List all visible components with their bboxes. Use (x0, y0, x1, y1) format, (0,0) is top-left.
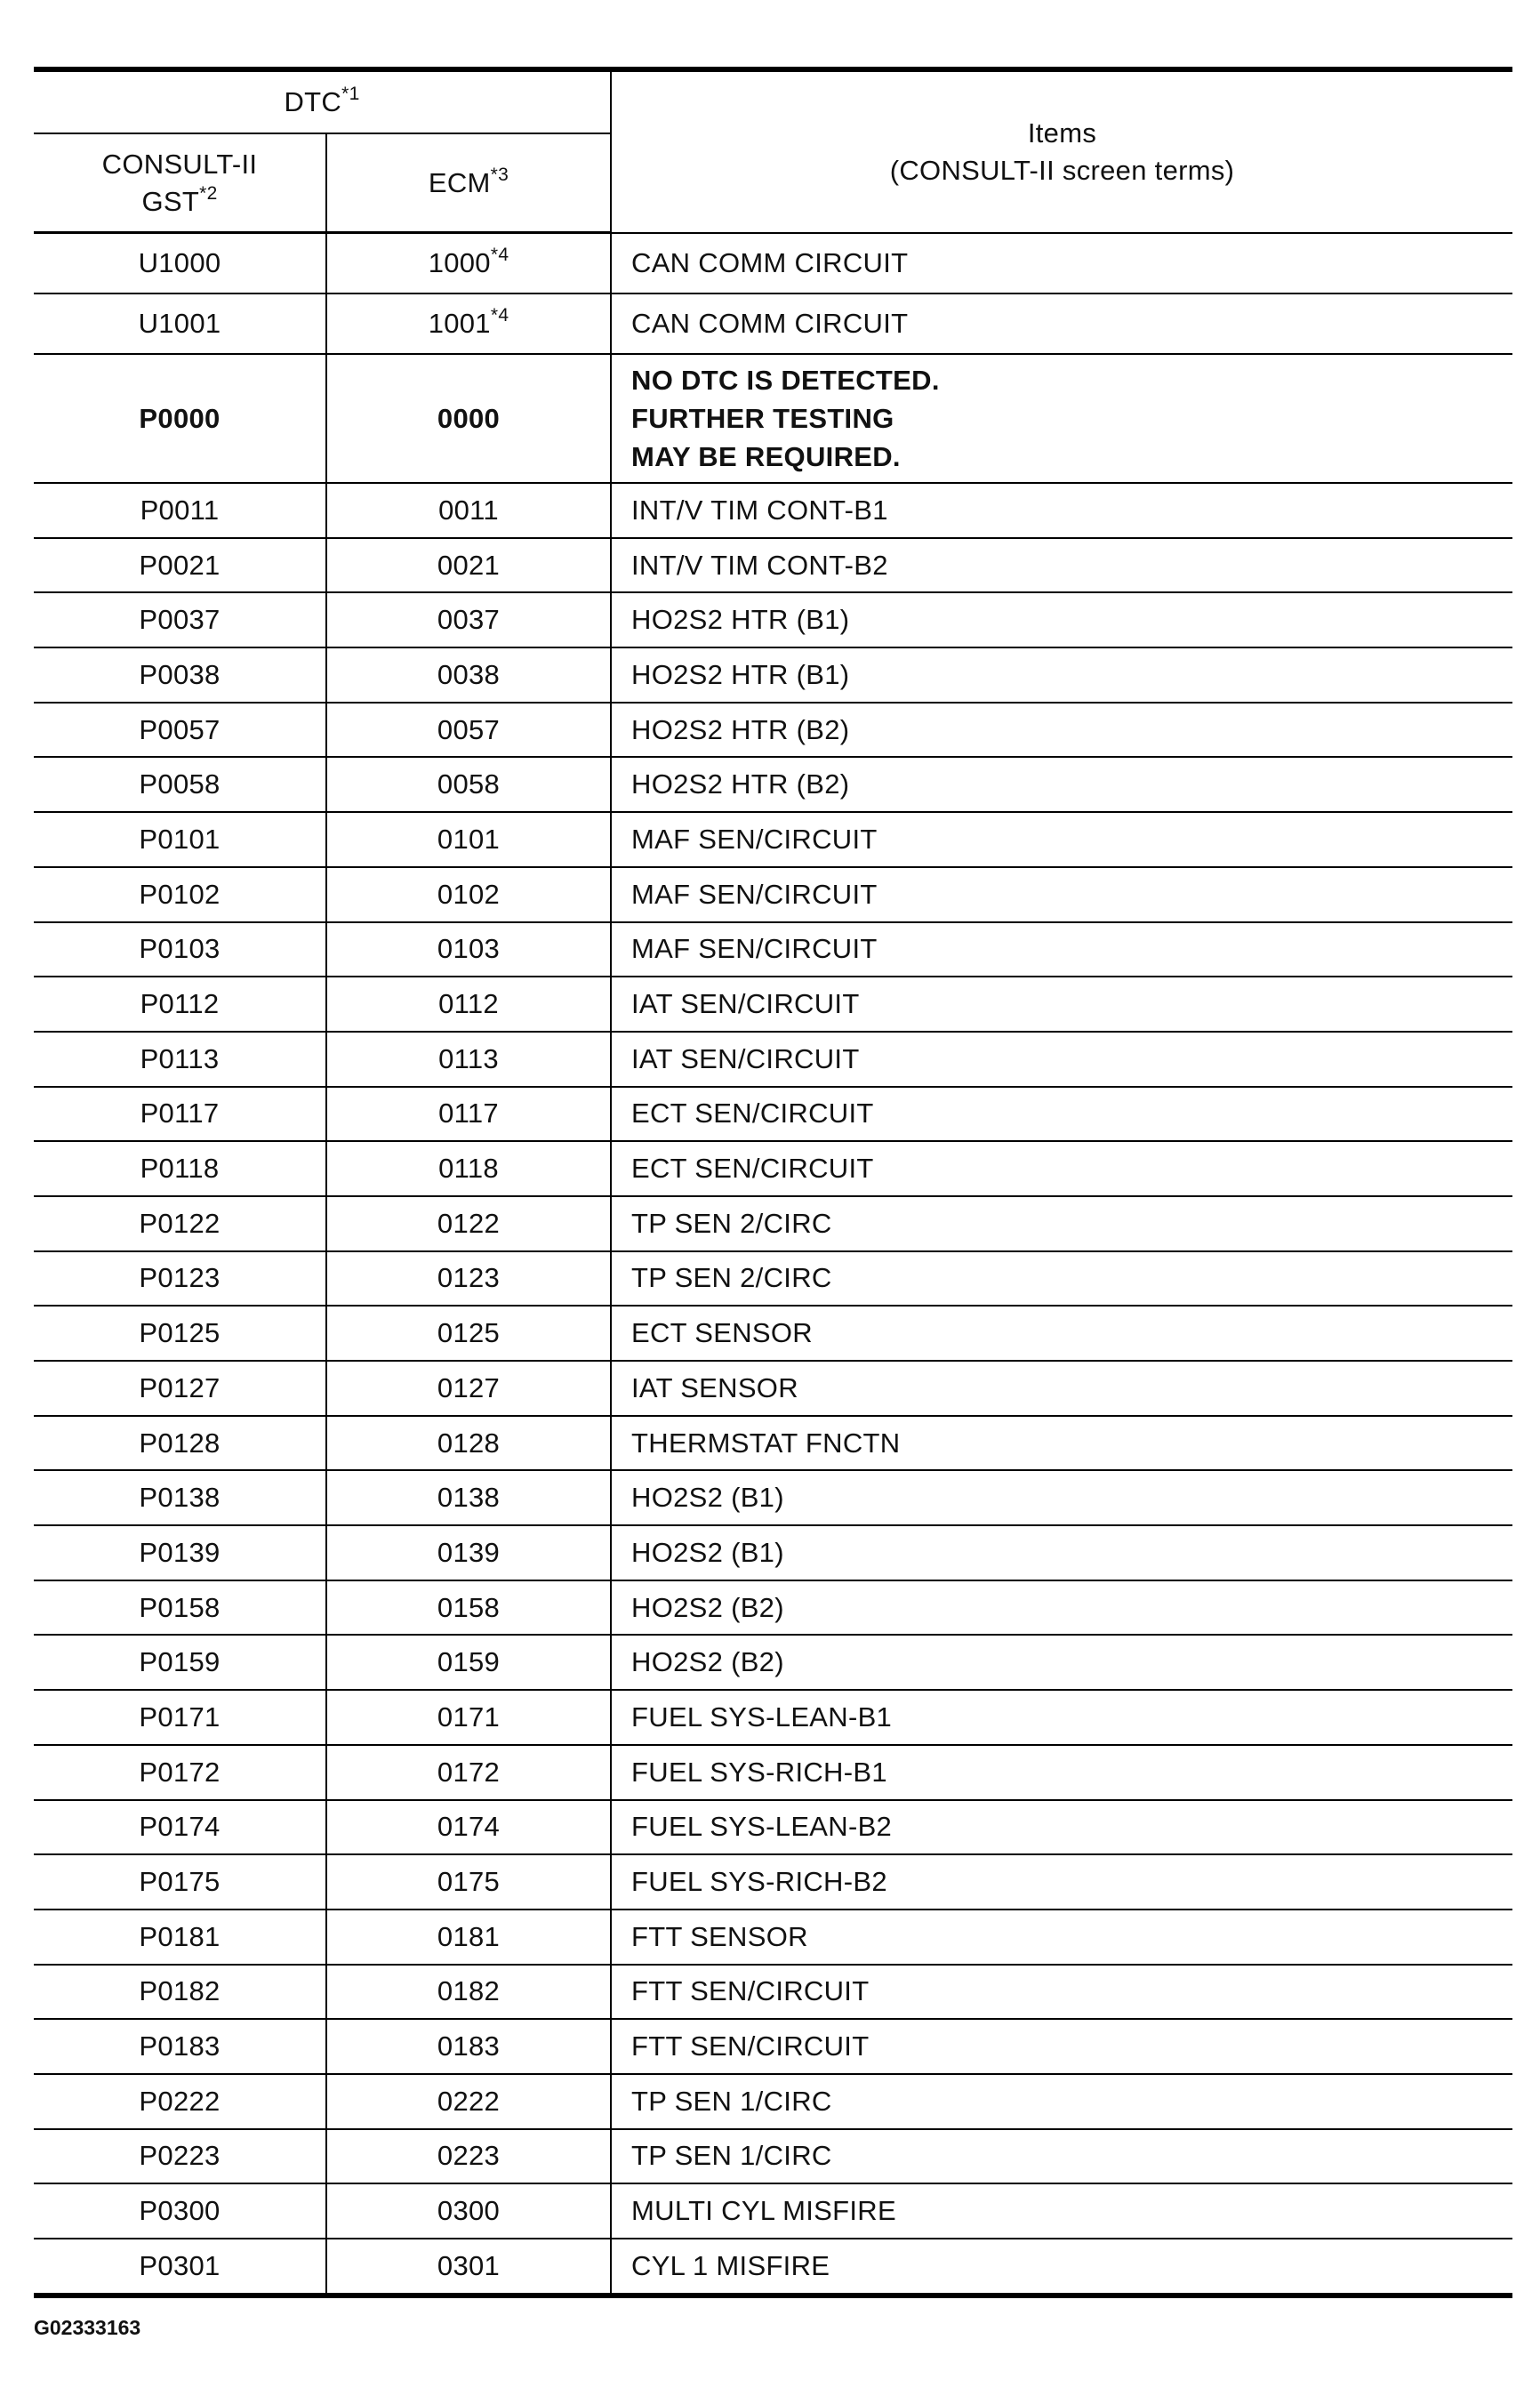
consult-code-cell: P0038 (34, 647, 326, 703)
dtc-table-body (34, 233, 1512, 2295)
ecm-code: 0102 (437, 878, 501, 910)
ecm-code-cell (326, 2074, 611, 2129)
consult-code-cell: P0159 (34, 1635, 326, 1690)
table-row (34, 1251, 1512, 1307)
item-cell: HO2S2 (B1) (611, 1525, 1512, 1580)
items-header (611, 69, 1512, 233)
table-row (34, 1087, 1512, 1142)
ecm-code-cell (326, 2239, 611, 2295)
ecm-code-cell (326, 483, 611, 538)
ecm-code-cell (326, 922, 611, 977)
ecm-code-cell (326, 2019, 611, 2074)
gst-header-label: GST (141, 185, 200, 217)
table-row (34, 1580, 1512, 1636)
ecm-code: 0171 (437, 1701, 501, 1733)
ecm-code-cell (326, 1032, 611, 1087)
ecm-code-cell (326, 1087, 611, 1142)
ecm-code-cell (326, 1470, 611, 1525)
ecm-code: 0175 (437, 1866, 501, 1898)
consult-code-cell: P0118 (34, 1141, 326, 1196)
ecm-code: 0112 (438, 988, 499, 1020)
ecm-code-cell (326, 1525, 611, 1580)
dtc-footnote-mark: *1 (341, 84, 360, 104)
consult-header-label: CONSULT-II (101, 148, 258, 180)
consult-code-cell: P0138 (34, 1470, 326, 1525)
ecm-code-cell (326, 1251, 611, 1307)
consult-code-cell: P0183 (34, 2019, 326, 2074)
consult-code-cell: P0174 (34, 1800, 326, 1855)
item-cell: IAT SEN/CIRCUIT (611, 977, 1512, 1032)
ecm-header (326, 133, 611, 233)
ecm-code-cell (326, 867, 611, 922)
table-row (34, 538, 1512, 593)
dtc-header-label: DTC (284, 86, 342, 117)
ecm-code: 0183 (437, 2030, 501, 2062)
ecm-code-cell (326, 233, 611, 294)
item-cell: TP SEN 2/CIRC (611, 1196, 1512, 1251)
ecm-code: 1000 (428, 247, 491, 278)
ecm-code: 0113 (438, 1042, 499, 1074)
ecm-footnote-mark: *3 (490, 164, 509, 185)
ecm-code-cell (326, 1361, 611, 1416)
table-row (34, 1800, 1512, 1855)
consult-code-cell: P0101 (34, 812, 326, 867)
consult-code-cell: P0021 (34, 538, 326, 593)
item-cell: CAN COMM CIRCUIT (611, 233, 1512, 294)
ecm-code: 0300 (437, 2195, 501, 2227)
item-cell: IAT SEN/CIRCUIT (611, 1032, 1512, 1087)
consult-code-cell: U1001 (34, 293, 326, 354)
ecm-code-cell (326, 647, 611, 703)
ecm-code: 0138 (437, 1482, 501, 1514)
ecm-code: 0058 (437, 768, 501, 800)
item-cell: HO2S2 HTR (B1) (611, 647, 1512, 703)
table-row (34, 757, 1512, 812)
table-row (34, 1745, 1512, 1800)
ecm-code: 0021 (437, 549, 501, 581)
table-row (34, 922, 1512, 977)
consult-code-cell: P0182 (34, 1965, 326, 2020)
ecm-code: 0037 (437, 604, 501, 636)
ecm-code-cell (326, 2129, 611, 2184)
table-row (34, 2239, 1512, 2295)
table-row (34, 1470, 1512, 1525)
ecm-code-cell (326, 1141, 611, 1196)
ecm-code: 0181 (437, 1920, 501, 1952)
table-row (34, 1306, 1512, 1361)
table-row (34, 483, 1512, 538)
consult-code-cell: U1000 (34, 233, 326, 294)
table-row (34, 867, 1512, 922)
ecm-code-cell (326, 293, 611, 354)
ecm-code: 0038 (437, 658, 501, 690)
ecm-code-cell (326, 354, 611, 483)
ecm-code-cell (326, 812, 611, 867)
item-cell: TP SEN 1/CIRC (611, 2074, 1512, 2129)
consult-code-cell: P0117 (34, 1087, 326, 1142)
table-row (34, 2183, 1512, 2239)
ecm-code: 0118 (438, 1153, 499, 1185)
ecm-code: 0159 (437, 1646, 501, 1678)
ecm-code: 0011 (438, 494, 499, 526)
table-row (34, 1141, 1512, 1196)
consult-code-cell: P0011 (34, 483, 326, 538)
table-row (34, 1196, 1512, 1251)
consult-code-cell: P0223 (34, 2129, 326, 2184)
consult-code-cell: P0172 (34, 1745, 326, 1800)
table-row (34, 1910, 1512, 1965)
ecm-code: 0103 (437, 933, 501, 965)
item-cell: HO2S2 HTR (B2) (611, 757, 1512, 812)
ecm-code-cell (326, 1854, 611, 1910)
ecm-code: 0158 (437, 1591, 501, 1623)
ecm-code: 0125 (437, 1317, 501, 1349)
table-row (34, 2129, 1512, 2184)
ecm-code: 0174 (437, 1811, 501, 1843)
table-row (34, 1361, 1512, 1416)
table-row (34, 354, 1512, 483)
consult-code-cell: P0158 (34, 1580, 326, 1636)
item-cell: TP SEN 2/CIRC (611, 1251, 1512, 1307)
ecm-code: 0139 (437, 1536, 501, 1568)
item-cell: ECT SEN/CIRCUIT (611, 1087, 1512, 1142)
ecm-code-cell (326, 1635, 611, 1690)
ecm-code-cell (326, 977, 611, 1032)
table-row (34, 1854, 1512, 1910)
table-row (34, 233, 1512, 294)
ecm-code: 0122 (437, 1207, 501, 1239)
table-row (34, 1690, 1512, 1745)
ecm-code: 0182 (437, 1975, 501, 2007)
item-cell: ECT SEN/CIRCUIT (611, 1141, 1512, 1196)
ecm-code: 0123 (437, 1262, 501, 1294)
item-line: MAY BE REQUIRED. (631, 441, 901, 472)
table-row (34, 592, 1512, 647)
item-cell: IAT SENSOR (611, 1361, 1512, 1416)
figure-id: G02333163 (34, 2316, 141, 2339)
items-header-line1: Items (1027, 117, 1097, 149)
item-cell: INT/V TIM CONT-B2 (611, 538, 1512, 593)
item-cell: HO2S2 (B2) (611, 1580, 1512, 1636)
item-cell: FTT SENSOR (611, 1910, 1512, 1965)
item-cell: FUEL SYS-LEAN-B1 (611, 1690, 1512, 1745)
ecm-code-cell (326, 1800, 611, 1855)
consult-code-cell: P0128 (34, 1416, 326, 1471)
item-line: FURTHER TESTING (631, 403, 894, 434)
consult-gst-header (34, 133, 326, 233)
ecm-code: 0128 (437, 1427, 501, 1459)
consult-code-cell: P0102 (34, 867, 326, 922)
table-row (34, 1032, 1512, 1087)
consult-code-cell: P0301 (34, 2239, 326, 2295)
consult-code-cell: P0171 (34, 1690, 326, 1745)
ecm-code: 0127 (437, 1371, 501, 1403)
item-cell: FTT SEN/CIRCUIT (611, 1965, 1512, 2020)
ecm-footnote-mark: *4 (490, 305, 509, 326)
items-header-line2: (CONSULT-II screen terms) (889, 154, 1235, 186)
item-cell: MAF SEN/CIRCUIT (611, 922, 1512, 977)
ecm-code: 1001 (428, 308, 491, 339)
consult-code-cell: P0127 (34, 1361, 326, 1416)
consult-code-cell: P0058 (34, 757, 326, 812)
ecm-code-cell (326, 1910, 611, 1965)
ecm-footnote-mark: *4 (490, 245, 509, 265)
dtc-table (34, 67, 1512, 2298)
consult-code-cell: P0112 (34, 977, 326, 1032)
item-cell: FUEL SYS-RICH-B1 (611, 1745, 1512, 1800)
consult-code-cell: P0139 (34, 1525, 326, 1580)
dtc-table-document (34, 67, 1512, 2298)
item-cell: HO2S2 HTR (B1) (611, 592, 1512, 647)
ecm-code-cell (326, 592, 611, 647)
ecm-code: 0172 (437, 1756, 501, 1788)
ecm-code: 0117 (438, 1097, 499, 1130)
ecm-code: 0223 (437, 2140, 501, 2172)
ecm-code-cell (326, 1196, 611, 1251)
ecm-code-cell (326, 2183, 611, 2239)
ecm-code-cell (326, 1416, 611, 1471)
item-cell: CAN COMM CIRCUIT (611, 293, 1512, 354)
table-row (34, 2074, 1512, 2129)
item-cell: ECT SENSOR (611, 1306, 1512, 1361)
table-row (34, 1525, 1512, 1580)
ecm-code: 0000 (437, 403, 501, 434)
ecm-code: 0101 (437, 823, 501, 855)
item-cell: CYL 1 MISFIRE (611, 2239, 1512, 2295)
ecm-code-cell (326, 1306, 611, 1361)
ecm-code: 0057 (437, 713, 501, 745)
item-cell: FUEL SYS-RICH-B2 (611, 1854, 1512, 1910)
item-cell: HO2S2 HTR (B2) (611, 703, 1512, 758)
item-cell (611, 354, 1512, 483)
table-row (34, 293, 1512, 354)
ecm-code-cell (326, 1690, 611, 1745)
consult-code-cell: P0175 (34, 1854, 326, 1910)
ecm-code-cell (326, 1580, 611, 1636)
item-cell: HO2S2 (B2) (611, 1635, 1512, 1690)
table-row (34, 812, 1512, 867)
consult-code-cell: P0222 (34, 2074, 326, 2129)
item-cell: INT/V TIM CONT-B1 (611, 483, 1512, 538)
consult-code-cell: P0037 (34, 592, 326, 647)
ecm-code-cell (326, 1745, 611, 1800)
item-cell: FUEL SYS-LEAN-B2 (611, 1800, 1512, 1855)
item-cell: FTT SEN/CIRCUIT (611, 2019, 1512, 2074)
consult-code-cell: P0300 (34, 2183, 326, 2239)
item-cell: MAF SEN/CIRCUIT (611, 812, 1512, 867)
ecm-code-cell (326, 703, 611, 758)
ecm-code-cell (326, 757, 611, 812)
ecm-code-cell (326, 1965, 611, 2020)
gst-footnote-mark: *2 (199, 182, 218, 204)
item-cell: THERMSTAT FNCTN (611, 1416, 1512, 1471)
item-line: NO DTC IS DETECTED. (631, 365, 940, 396)
table-row (34, 2019, 1512, 2074)
item-cell: MULTI CYL MISFIRE (611, 2183, 1512, 2239)
table-row (34, 977, 1512, 1032)
table-row (34, 1965, 1512, 2020)
item-cell: TP SEN 1/CIRC (611, 2129, 1512, 2184)
table-row (34, 647, 1512, 703)
consult-code-cell: P0000 (34, 354, 326, 483)
table-row (34, 703, 1512, 758)
table-row (34, 1416, 1512, 1471)
consult-code-cell: P0113 (34, 1032, 326, 1087)
consult-code-cell: P0181 (34, 1910, 326, 1965)
ecm-code: 0301 (437, 2249, 501, 2281)
ecm-code-cell (326, 538, 611, 593)
ecm-code: 0222 (437, 2085, 501, 2117)
consult-code-cell: P0103 (34, 922, 326, 977)
item-cell: HO2S2 (B1) (611, 1470, 1512, 1525)
table-row (34, 1635, 1512, 1690)
ecm-header-label: ECM (428, 166, 491, 198)
consult-code-cell: P0123 (34, 1251, 326, 1307)
consult-code-cell: P0122 (34, 1196, 326, 1251)
dtc-group-header (34, 69, 611, 133)
item-cell: MAF SEN/CIRCUIT (611, 867, 1512, 922)
consult-code-cell: P0125 (34, 1306, 326, 1361)
consult-code-cell: P0057 (34, 703, 326, 758)
